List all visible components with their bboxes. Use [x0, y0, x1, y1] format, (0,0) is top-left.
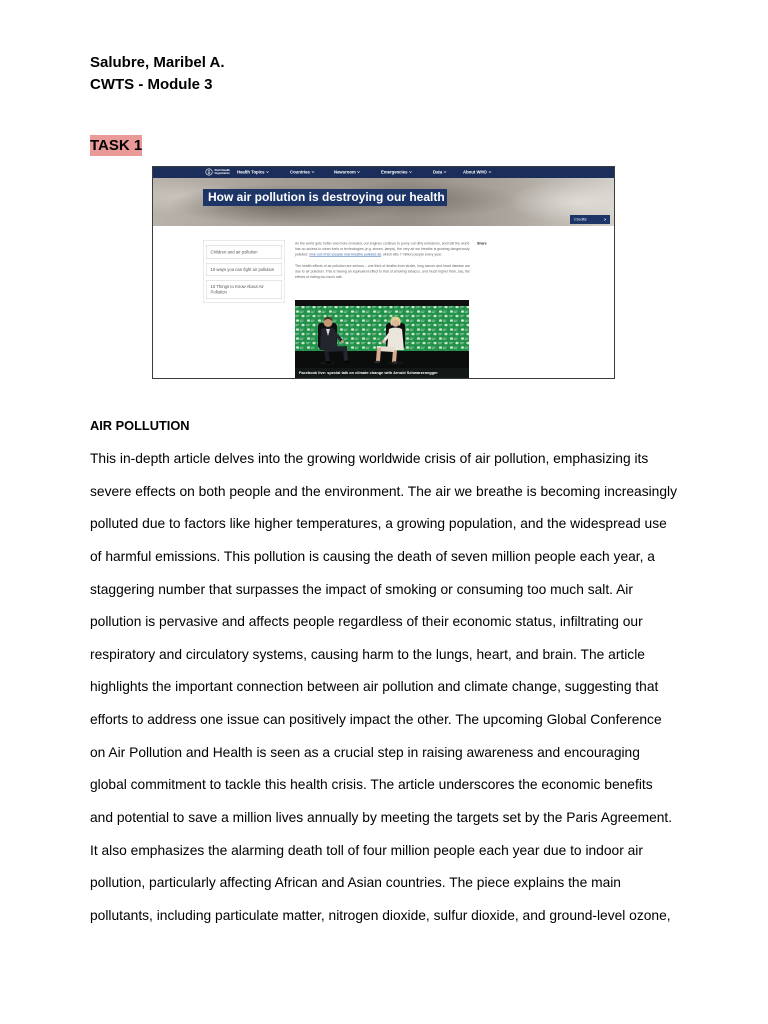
event-photo-drawing	[295, 300, 469, 378]
chevron-down-icon	[488, 170, 491, 173]
chevron-down-icon	[266, 170, 269, 173]
nav-item-emergencies	[381, 166, 411, 178]
article-title: How air pollution is destroying our health	[203, 189, 447, 206]
nav-item-label: Countries	[290, 169, 310, 175]
nav-item-countries	[290, 166, 314, 178]
share-label: Share	[477, 242, 487, 246]
course-module: CWTS - Module 3	[90, 76, 213, 93]
who-logo-text: World Health Organization	[214, 169, 230, 175]
body-line: highlights the important connection between air pollution and climate change, suggesting that	[90, 679, 659, 695]
section-title: AIR POLLUTION	[90, 418, 190, 433]
nav-item-data	[433, 166, 446, 178]
body-line: pollutants, including particulate matter, nitrogen dioxide, sulfur dioxide, and ground-level ozone,	[90, 907, 671, 923]
intro-text-before: As the world gets hotter and more crowded, our engines continue to pump out dirty emissions, and half the world has no access to clean fuels or technologies (e.g. stoves, lamps), the very air we breathe is growing dangerously polluted:	[295, 242, 470, 257]
nav-item-label: About WHO	[463, 169, 487, 175]
related-links-sidebar	[203, 240, 285, 303]
chevron-down-icon	[357, 170, 360, 173]
hero-image	[152, 178, 615, 226]
sidebar-link-label: Children and air pollution	[210, 249, 258, 255]
sidebar-link-label: 10 ways you can fight air pollution	[210, 267, 275, 272]
intro-link: nine out of ten people now breathe polluted air	[309, 253, 382, 257]
credits-label: Credits	[574, 217, 587, 222]
body-line: pollution, particularly affecting African and Asian countries. The piece explains the main	[90, 875, 621, 891]
sidebar-link-10-things	[206, 280, 282, 299]
who-nav-bar	[152, 166, 615, 178]
article-intro-text	[295, 241, 471, 286]
nav-item-about-who	[463, 166, 491, 178]
sidebar-link-children	[206, 245, 282, 259]
chevron-right-icon	[603, 218, 606, 221]
body-line: It also emphasizes the alarming death toll of four million people each year due to indoor air	[90, 842, 643, 858]
body-line: respiratory and circulatory systems, causing harm to the lungs, heart, and brain. The article	[90, 646, 645, 662]
body-line: global commitment to tackle this health crisis. The article underscores the economic benefits	[90, 777, 653, 793]
chevron-down-icon	[311, 170, 314, 173]
body-line: of harmful emissions. This pollution is causing the death of seven million people each year, a	[90, 548, 655, 564]
who-emblem-icon	[205, 168, 213, 176]
body-line: This in-depth article delves into the growing worldwide crisis of air pollution, emphasizing its	[90, 451, 649, 466]
nav-item-label: Data	[433, 169, 443, 175]
second-paragraph: The health effects of air pollution are serious – one third of deaths from stroke, lung cancer and heart disease are due to air pollution. This is having an equivalent effect to that of smoking tobacco, and much higher than, say, the effects of eating too much salt.	[295, 264, 471, 279]
who-logo	[205, 168, 235, 177]
student-name: Salubre, Maribel A.	[90, 54, 225, 71]
nav-item-newsroom	[334, 166, 360, 178]
body-line: staggering number that surpasses the impact of smoking or consuming too much salt. Air	[90, 581, 633, 597]
body-line: severe effects on both people and the environment. The air we breathe is becoming increasingly	[90, 483, 677, 499]
nav-item-label: Emergencies	[381, 169, 408, 175]
event-photo	[295, 300, 469, 378]
nav-item-health-topics	[237, 166, 269, 178]
intro-paragraph	[295, 241, 471, 258]
photo-top-strip	[295, 300, 469, 306]
sidebar-link-10-ways	[206, 263, 282, 276]
body-line: and potential to save a million lives annually by meeting the targets set by the Paris Agreement.	[90, 809, 673, 825]
body-line: efforts to address one issue can positively impact the other. The upcoming Global Conference	[90, 712, 662, 727]
nav-item-label: Health Topics	[237, 169, 265, 175]
intro-text-after: , which kills 7 million people every year.	[381, 253, 443, 257]
credits-button	[570, 215, 610, 224]
nav-item-label: Newsroom	[334, 169, 356, 175]
who-article-screenshot	[152, 166, 615, 379]
photo-caption: Facebook live: special talk on climate change with Arnold Schwarzenegger	[295, 368, 469, 378]
body-line: on Air Pollution and Health is seen as a crucial step in raising awareness and encouraging	[90, 744, 640, 760]
body-line: pollution is pervasive and affects people regardless of their economic status, infiltrating our	[90, 614, 643, 630]
task-label: TASK 1	[90, 137, 143, 154]
article-summary	[90, 443, 677, 932]
body-line: polluted due to factors like higher temperatures, a growing population, and the widespread use	[90, 516, 667, 532]
chevron-down-icon	[409, 170, 412, 173]
screenshot-canvas	[152, 166, 615, 379]
sidebar-link-label: 10 Things to Know About Air Pollution	[210, 284, 264, 295]
chevron-down-icon	[444, 170, 447, 173]
